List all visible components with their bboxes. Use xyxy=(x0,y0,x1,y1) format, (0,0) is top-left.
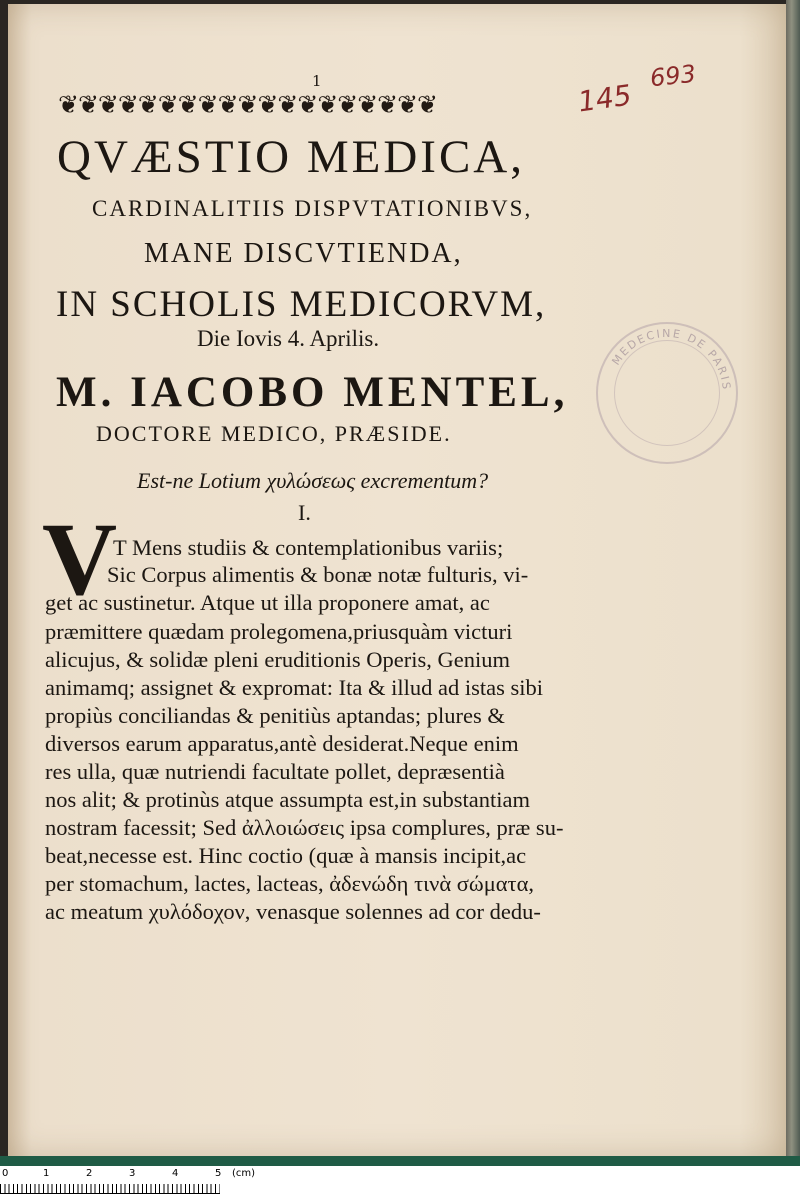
ruler-label: 2 xyxy=(86,1168,93,1179)
fleuron-ornament-band: ❦❦❦❦❦❦❦❦❦❦❦❦❦❦❦❦❦❦❦ xyxy=(58,90,437,119)
body-line: Sic Corpus alimentis & bonæ notæ fulturis, vi- xyxy=(107,562,529,587)
president-title: DOCTORE MEDICO, PRÆSIDE. xyxy=(96,421,452,446)
title-line-cardinalitiis: CARDINALITIIS DISPVTATIONIBVS, xyxy=(92,196,533,221)
body-line: beat,necesse est. Hinc coctio (quæ à mansis incipit,ac xyxy=(45,843,527,868)
handwritten-folio-number: 693 xyxy=(648,59,698,93)
body-line: ac meatum χυλόδοχον, venasque solennes ad cor dedu- xyxy=(45,899,541,924)
body-line: præmittere quædam prolegomena,priusquàm victuri xyxy=(45,619,513,644)
body-line: per stomachum, lactes, lacteas, ἀδενώδη τινὰ σώματα, xyxy=(45,871,535,896)
president-name: M. IACOBO MENTEL, xyxy=(56,369,569,416)
body-line: T Mens studiis & contemplationibus variis; xyxy=(113,535,504,560)
title-line-scholis: IN SCHOLIS MEDICORVM, xyxy=(56,284,547,325)
ruler-ticks xyxy=(0,1184,220,1194)
body-line: diversos earum apparatus,antè desiderat.Neque enim xyxy=(45,731,519,756)
ruler-label: 3 xyxy=(129,1168,136,1179)
ruler-labels xyxy=(0,1168,260,1182)
page-number: 1 xyxy=(312,72,322,90)
book-page-edge xyxy=(786,0,800,1165)
scale-ruler xyxy=(0,1166,800,1197)
ruler-label: 5 xyxy=(215,1168,222,1179)
stamp-circle-text: MEDECINE DE PARIS xyxy=(609,326,734,392)
ruler-label: 1 xyxy=(43,1168,50,1179)
disputation-date: Die Iovis 4. Aprilis. xyxy=(197,326,380,351)
handwritten-shelf-number: 145 xyxy=(575,78,634,119)
bleed-through-text xyxy=(470,220,476,246)
svg-text:MEDECINE DE PARIS xyxy=(609,327,733,392)
body-line: animamq; assignet & expromat: Ita & illud ad istas sibi xyxy=(45,675,544,700)
body-line: nostram facessit; Sed ἀλλοιώσεις ipsa complures, præ su- xyxy=(45,815,564,840)
body-line: alicujus, & solidæ pleni eruditionis Operis, Genium xyxy=(45,647,510,672)
thesis-question: Est-ne Lotium χυλώσεως excrementum? xyxy=(137,468,489,493)
ruler-label: 4 xyxy=(172,1168,179,1179)
page-title: QVÆSTIO MEDICA, xyxy=(57,131,525,183)
drop-capital: V xyxy=(42,502,118,617)
body-line: propiùs conciliandas & penitiùs aptandas; plures & xyxy=(45,703,505,728)
title-line-mane: MANE DISCVTIENDA, xyxy=(144,238,463,269)
stamp-text xyxy=(598,324,736,462)
body-line: res ulla, quæ nutriendi facultate pollet, depræsentià xyxy=(45,759,505,784)
section-number: I. xyxy=(298,500,311,525)
library-stamp xyxy=(596,322,738,464)
body-line: nos alit; & protinùs atque assumpta est,in substantiam xyxy=(45,787,530,812)
ruler-label: 0 xyxy=(2,1168,9,1179)
body-line: get ac sustinetur. Atque ut illa proponere amat, ac xyxy=(45,590,490,615)
ruler-unit: (cm) xyxy=(232,1168,256,1179)
